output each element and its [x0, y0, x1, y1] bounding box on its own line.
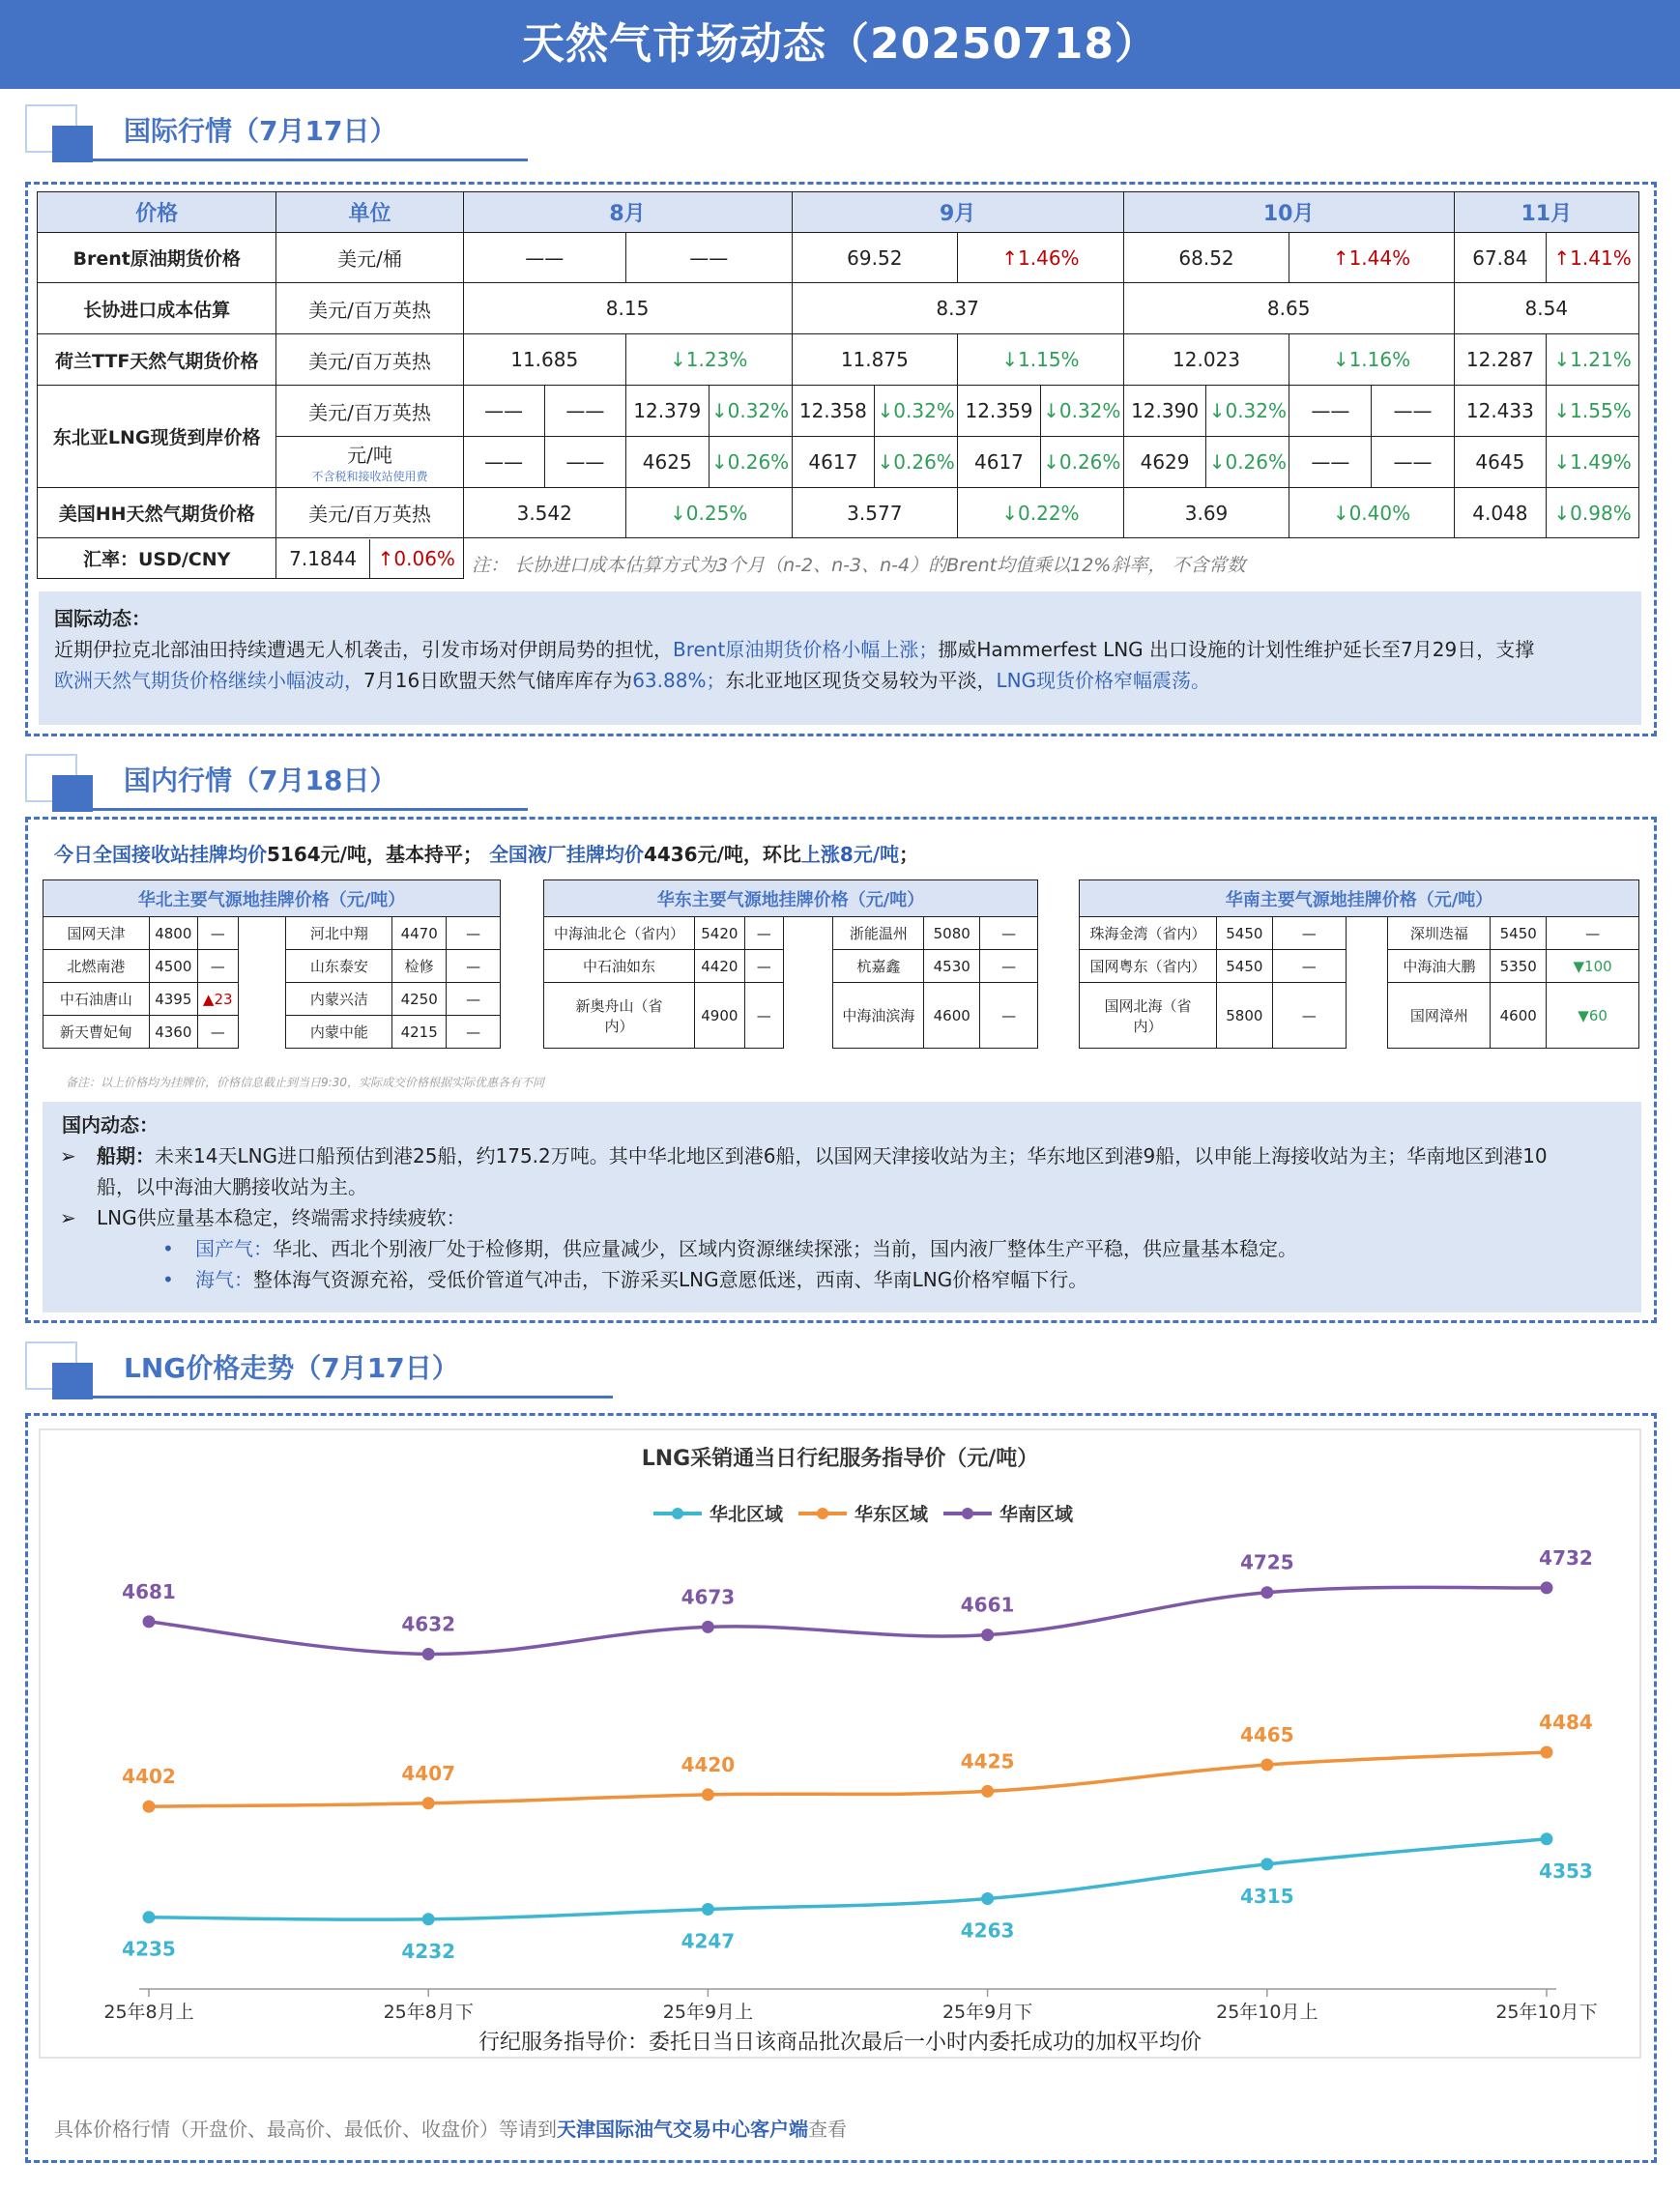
point-0-1: [422, 1913, 435, 1925]
chart-title: LNG采销通当日行纪服务指导价（元/吨）: [641, 1447, 1039, 1471]
x-axis-label: 行纪服务指导价：委托日当日该商品批次最后一小时内委托成功的加权平均价: [478, 2031, 1202, 2055]
row-ttf: 荷兰TTF天然气期货价格 美元/百万英热 11.685 ↓1.23% 11.875 ↓1.15% 12.023 ↓1.16% 12.287 ↓1.21%: [38, 334, 1639, 386]
data-label-1-1: 4407: [401, 1761, 456, 1785]
data-label-0-4: 4315: [1239, 1884, 1294, 1908]
lng-chart-box: [39, 1428, 1641, 2059]
section-header-intl: [25, 104, 508, 160]
row-nea-usd: 东北亚LNG现货到岸价格 美元/百万英热 —— —— 12.379 ↓0.32% 12.358 ↓0.32% 12.359 ↓0.32% 12.390 ↓0.32% —— —— 12.433 ↓1.55%: [38, 386, 1639, 437]
data-label-0-2: 4247: [681, 1929, 736, 1953]
data-label-2-4: 4725: [1239, 1550, 1294, 1574]
intl-news: 国际动态： 近期伊拉克北部油田持续遭遇无人机袭击，引发市场对伊朗局势的担忧，Brent原油期货价格小幅上涨；挪威Hammerfest LNG 出口设施的计划性维护延长至7月29日，支撑 欧洲天然气期货价格继续小幅波动，7月16日欧盟天然气储库库存为63.88%；东北亚地区现货交易较为平淡，LNG现货价格窄幅震荡。: [39, 591, 1641, 725]
header-price: 价格: [38, 192, 276, 233]
legend-label-1: 华东区域: [854, 1504, 929, 1525]
data-label-2-5: 4732: [1539, 1545, 1593, 1570]
intl-note: 注： 长协进口成本估算方式为3个月（n-2、n-3、n-4）的Brent均值乘以12%斜率， 不含常数: [472, 555, 1246, 576]
data-label-2-0: 4681: [122, 1579, 176, 1603]
point-2-0: [143, 1615, 156, 1628]
point-2-5: [1541, 1581, 1553, 1594]
data-label-2-2: 4673: [681, 1585, 736, 1609]
x-tick-label-1: 25年8月下: [383, 2002, 474, 2023]
point-2-2: [702, 1621, 714, 1633]
header-aug: 8月: [463, 192, 792, 233]
data-label-0-3: 4263: [960, 1918, 1015, 1943]
intl-price-table: [37, 191, 1639, 579]
point-0-4: [1260, 1858, 1273, 1870]
point-1-0: [143, 1801, 156, 1813]
point-0-5: [1541, 1832, 1553, 1845]
x-tick-label-4: 25年10月上: [1216, 2002, 1318, 2023]
series-line-0: [149, 1839, 1547, 1919]
point-0-3: [981, 1892, 994, 1905]
north-title: 华北主要气源地挂牌价格（元/吨）: [43, 880, 501, 917]
data-label-0-5: 4353: [1539, 1859, 1593, 1883]
data-label-0-0: 4235: [122, 1937, 176, 1961]
legend-label-0: 华北区域: [710, 1504, 784, 1525]
footer-note: 具体价格行情（开盘价、最高价、最低价、收盘价）等请到天津国际油气交易中心客户端查看: [54, 2118, 847, 2141]
data-label-1-0: 4402: [122, 1765, 176, 1789]
data-label-1-4: 4465: [1239, 1723, 1294, 1746]
data-label-1-3: 4425: [960, 1749, 1015, 1773]
south-title: 华南主要气源地挂牌价格（元/吨）: [1080, 880, 1639, 917]
data-label-2-3: 4661: [960, 1593, 1015, 1617]
point-1-5: [1541, 1745, 1553, 1758]
header-unit: 单位: [276, 192, 463, 233]
fx-change: ↑0.06%: [377, 546, 455, 570]
section-header-domestic: [25, 754, 508, 810]
section-header-lng: [25, 1341, 508, 1398]
point-2-4: [1260, 1586, 1273, 1599]
domestic-news: 国内动态： ➢ 船期：未来14天LNG进口船预估到港25船，约175.2万吨。其中华北地区到港6船，以国网天津接收站为主；华东地区到港9船，以申能上海接收站为主；华南地区到港10 船，以中海油大鹏接收站为主。 ➢ LNG供应量基本稳定，终端需求持续疲软： • 国产气：华北、西北个别液厂处于检修期，供应量减少，区域内资源继续探涨；当前，国内液厂整体生产平稳，供应量基本稳定。 • 海气：整体海气资源充裕，受低价管道气冲击，下游采买LNG意愿低迷，西南、华南LNG价格窄幅下行。: [43, 1102, 1641, 1312]
point-1-2: [702, 1788, 714, 1801]
legend-marker-1: [817, 1508, 828, 1519]
header-oct: 10月: [1123, 192, 1454, 233]
south-table: 华南主要气源地挂牌价格（元/吨） 珠海金湾（省内） 5450 — 深圳迭福 5450 — 国网粤东（省内） 5450 — 中海油大鹏 5350 ▼100 国网北海（省内） 5800 — 国网漳州 4600 ▼60: [1079, 879, 1639, 1049]
data-label-2-1: 4632: [401, 1612, 456, 1636]
point-0-2: [702, 1903, 714, 1916]
point-1-4: [1260, 1759, 1273, 1772]
data-label-1-5: 4484: [1539, 1710, 1593, 1734]
point-1-1: [422, 1797, 435, 1809]
section-title-lng: LNG价格走势（7月17日）: [124, 1352, 459, 1384]
legend-marker-0: [672, 1508, 683, 1519]
row-fx: 汇率：USD/CNY 7.1844 ↑0.06%: [38, 538, 1639, 579]
legend-marker-2: [962, 1508, 973, 1519]
north-table: 华北主要气源地挂牌价格（元/吨） 国网天津 4800 — 河北中翔 4470 — 北燃南港 4500 — 山东泰安 检修 — 中石油唐山 4395 ▲23 内蒙兴洁 4250 — 新天曹妃甸 4360 — 内蒙中能 4215 —: [43, 879, 501, 1049]
point-0-0: [143, 1911, 156, 1923]
header-nov: 11月: [1454, 192, 1638, 233]
legend-label-2: 华南区域: [999, 1504, 1074, 1525]
domestic-remark: 备注：以上价格均为挂牌价，价格信息截止到当日9:30，实际成交价格根据实际优惠各有不同: [66, 1076, 544, 1089]
east-title: 华东主要气源地挂牌价格（元/吨）: [544, 880, 1038, 917]
series-line-1: [149, 1752, 1547, 1806]
row-ltc: 长协进口成本估算 美元/百万英热 8.15 8.37 8.65 8.54: [38, 283, 1639, 334]
x-tick-label-0: 25年8月上: [103, 2002, 194, 2023]
domestic-summary: 今日全国接收站挂牌均价5164元/吨，基本持平； 全国液厂挂牌均价4436元/吨，环比上涨8元/吨；: [54, 843, 919, 866]
point-1-3: [981, 1785, 994, 1798]
data-label-1-2: 4420: [681, 1752, 736, 1776]
series-line-2: [149, 1587, 1547, 1654]
fx-value: 7.1844: [276, 539, 369, 578]
row-brent: Brent原油期货价格 美元/桶 —— —— 69.52 ↑1.46% 68.52 ↑1.44% 67.84 ↑1.41%: [38, 233, 1639, 283]
page-title: 天然气市场动态（20250718）: [0, 0, 1680, 89]
section-title-intl: 国际行情（7月17日）: [124, 115, 397, 147]
row-hh: 美国HH天然气期货价格 美元/百万英热 3.542 ↓0.25% 3.577 ↓0.22% 3.69 ↓0.40% 4.048 ↓0.98%: [38, 488, 1639, 538]
row-nea-cny: 元/吨 不含税和接收站使用费 —— —— 4625 ↓0.26% 4617 ↓0.26% 4617 ↓0.26% 4629 ↓0.26% —— —— 4645 ↓1.49%: [38, 437, 1639, 488]
x-tick-label-3: 25年9月下: [941, 2002, 1033, 2023]
lng-price-chart: [41, 1430, 1639, 2057]
point-2-3: [981, 1629, 994, 1641]
east-table: 华东主要气源地挂牌价格（元/吨） 中海油北仑（省内） 5420 — 浙能温州 5080 — 中石油如东 4420 — 杭嘉鑫 4530 — 新奥舟山（省内） 4900 — 中海油滨海 4600 —: [543, 879, 1038, 1049]
section-title-domestic: 国内行情（7月18日）: [124, 764, 397, 796]
point-2-1: [422, 1648, 435, 1660]
data-label-0-1: 4232: [401, 1939, 456, 1963]
x-tick-label-2: 25年9月上: [662, 2002, 754, 2023]
header-sep: 9月: [792, 192, 1123, 233]
x-tick-label-5: 25年10月下: [1495, 2002, 1598, 2023]
